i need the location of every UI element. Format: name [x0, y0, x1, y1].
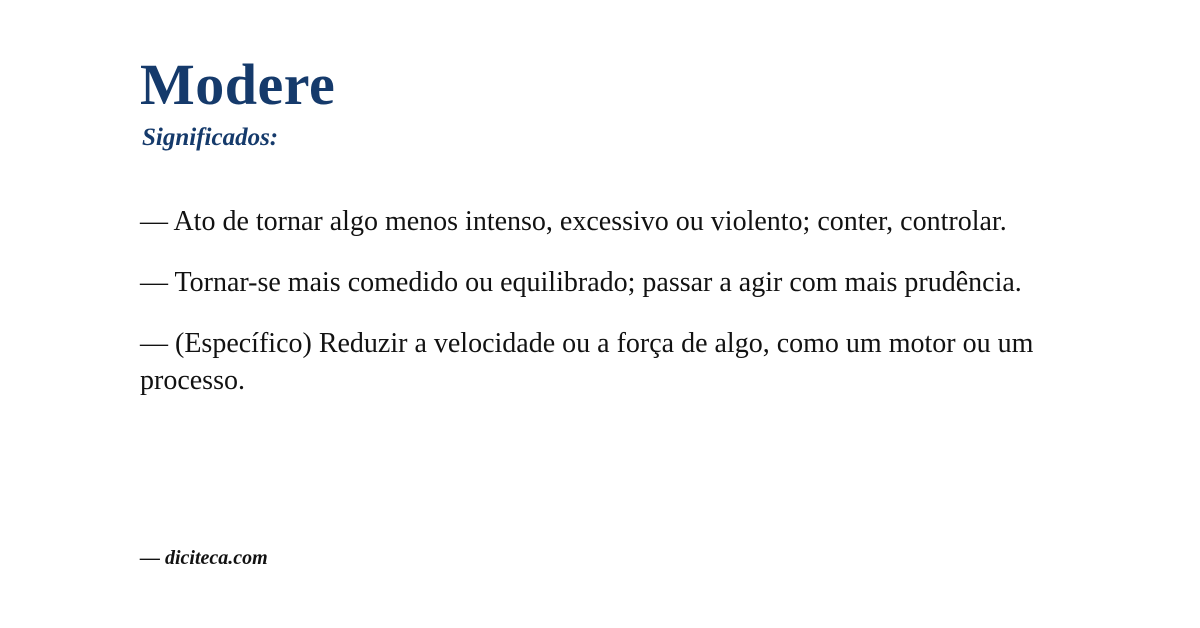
source-attribution: — diciteca.com: [140, 547, 268, 569]
definition-list: [140, 204, 1060, 400]
page-title: Modere: [140, 52, 336, 117]
subtitle-label: Significados:: [142, 124, 279, 151]
list-item: — Tornar-se mais comedido ou equilibrado; passar a agir com mais prudência.: [140, 266, 1022, 298]
list-item: — Ato de tornar algo menos intenso, excessivo ou violento; conter, controlar.: [140, 206, 1007, 237]
list-item: — (Específico) Reduzir a velocidade ou a força de algo, como um motor ou um processo.: [140, 327, 1034, 396]
